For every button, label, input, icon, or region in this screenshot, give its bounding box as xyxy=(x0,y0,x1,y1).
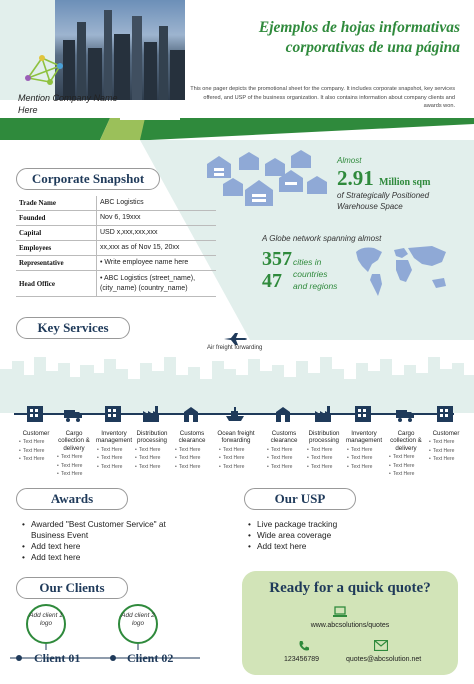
world-map-icon xyxy=(352,244,452,299)
service-subtext xyxy=(384,453,428,479)
company-name-placeholder: Mention Company Name Here xyxy=(18,93,118,115)
warehouse-icon xyxy=(104,405,122,423)
customs-icon xyxy=(182,405,200,423)
awards-list xyxy=(22,519,177,563)
snapshot-value: • Write employee name here xyxy=(96,256,216,270)
email-icon xyxy=(374,640,388,651)
awards-heading: Awards xyxy=(16,488,128,510)
snapshot-key: Founded xyxy=(19,214,46,222)
service-subtext-line: • Text Here xyxy=(175,446,201,453)
air-freight-label: Air freight forwarding xyxy=(207,345,263,351)
factory-icon xyxy=(142,405,160,423)
service-item xyxy=(302,430,346,471)
page-description: This one pager depicts the promotional sheet for the company. It includes corporate snapshot, key services offered, and USP of the business organization. It also contains information about company clients and awards won. xyxy=(190,86,455,109)
page-title-line-1: Ejemplos de hojas informativas xyxy=(258,19,460,36)
service-subtext-line: • Text Here xyxy=(57,471,83,478)
snapshot-key: Head Office xyxy=(19,279,55,288)
service-subtext-line: • Text Here xyxy=(267,463,293,470)
truck-icon xyxy=(64,405,82,423)
service-subtext-line: • Text Here xyxy=(19,456,45,463)
service-subtext-line: • Text Here xyxy=(429,439,455,446)
service-subtext-line: • Text Here xyxy=(347,446,373,453)
snapshot-key: Employees xyxy=(19,244,52,252)
stat-countries-label-2: and regions xyxy=(293,281,338,291)
service-subtext-line: • Text Here xyxy=(219,463,245,470)
service-label: Customs clearance xyxy=(178,430,206,445)
service-item xyxy=(262,430,306,471)
stat-countries-value: 47 xyxy=(262,270,282,292)
snapshot-row xyxy=(16,271,216,297)
service-label: Inventory management xyxy=(345,430,383,445)
usp-list xyxy=(248,519,418,552)
snapshot-row xyxy=(16,196,216,211)
stat-almost-label: Almost xyxy=(337,156,362,165)
service-subtext-line: • Text Here xyxy=(97,455,123,462)
bullet-dot-icon xyxy=(16,655,22,661)
service-subtext-line: • Text Here xyxy=(429,456,455,463)
snapshot-row xyxy=(16,241,216,256)
service-item xyxy=(424,430,468,464)
service-subtext-line: • Text Here xyxy=(307,463,333,470)
stat-area-value: 2.91 xyxy=(337,166,374,190)
warehouse-icon xyxy=(354,405,372,423)
client-1-logo: Add client 1 logo xyxy=(26,604,66,644)
snapshot-value: ABC Logistics xyxy=(96,196,216,210)
service-subtext-line: • Text Here xyxy=(97,463,123,470)
quote-website[interactable]: www.abcsolutions/quotes xyxy=(310,622,390,629)
stat-area xyxy=(337,166,430,191)
service-subtext-line: • Text Here xyxy=(175,455,201,462)
service-subtext-line: • Text Here xyxy=(347,455,373,462)
service-subtext xyxy=(170,446,214,472)
airplane-icon xyxy=(223,333,249,345)
stat-cities-label xyxy=(293,256,337,292)
usp-heading: Our USP xyxy=(244,488,356,510)
service-subtext xyxy=(262,446,306,472)
award-item: • Awarded "Best Customer Service" at Business Event xyxy=(22,519,177,541)
page-title xyxy=(205,18,460,58)
service-subtext-line: • Text Here xyxy=(429,447,455,454)
service-label: Cargo collection & delivery xyxy=(58,430,90,452)
snapshot-value: Nov 6, 19xxx xyxy=(96,211,216,225)
award-item: • Add text here xyxy=(22,541,177,552)
service-label: Cargo collection & delivery xyxy=(390,430,422,452)
snapshot-key: Representative xyxy=(19,259,64,267)
service-subtext xyxy=(214,446,258,472)
snapshot-row xyxy=(16,226,216,241)
service-subtext-line: • Text Here xyxy=(307,446,333,453)
quote-email[interactable]: quotes@abcsolution.net xyxy=(346,656,422,663)
service-subtext xyxy=(130,446,174,472)
service-subtext xyxy=(424,438,468,464)
warehouse-icon xyxy=(26,405,44,423)
service-label: Customer xyxy=(432,430,460,437)
service-label: Inventory management xyxy=(95,430,133,445)
key-services-heading: Key Services xyxy=(16,317,130,339)
service-label: Ocean freight forwarding xyxy=(217,430,255,445)
service-subtext-line: • Text Here xyxy=(219,446,245,453)
snapshot-value: USD x,xxx,xxx,xxx xyxy=(96,226,216,240)
service-label: Customer xyxy=(22,430,50,437)
service-subtext-line: • Text Here xyxy=(19,439,45,446)
service-subtext-line: • Text Here xyxy=(135,455,161,462)
snapshot-value: xx,xxx as of Nov 15, 20xx xyxy=(96,241,216,255)
stat-globe-text: A Globe network spanning almost xyxy=(262,234,382,243)
stat-countries-label-1: countries xyxy=(293,269,328,279)
service-subtext xyxy=(52,453,96,479)
page-title-line-2: corporativas de una página xyxy=(285,39,460,56)
service-subtext-line: • Text Here xyxy=(135,463,161,470)
award-item: • Add text here xyxy=(22,552,177,563)
header-green-band xyxy=(0,118,474,140)
service-subtext xyxy=(302,446,346,472)
city-skyline-photo xyxy=(55,0,185,100)
service-label: Distribution processing xyxy=(308,430,340,445)
snapshot-value: • ABC Logistics (street_name),(city_name) (country_name) xyxy=(96,271,216,296)
service-item xyxy=(130,430,174,471)
service-subtext xyxy=(342,446,386,472)
warehouse-icon xyxy=(436,405,454,423)
service-subtext-line: • Text Here xyxy=(97,446,123,453)
service-subtext-line: • Text Here xyxy=(389,471,415,478)
quote-phone[interactable]: 123456789 xyxy=(284,656,320,663)
client-2-logo: Add client 2 logo xyxy=(118,604,158,644)
usp-item: • Add text here xyxy=(248,541,418,552)
service-subtext-line: • Text Here xyxy=(267,446,293,453)
customs-icon xyxy=(274,405,292,423)
factory-icon xyxy=(314,405,332,423)
service-item xyxy=(214,430,258,471)
warehouse-icons xyxy=(205,150,330,210)
laptop-icon xyxy=(333,606,347,617)
service-subtext-line: • Text Here xyxy=(347,463,373,470)
service-subtext-line: • Text Here xyxy=(135,446,161,453)
client-1-name: Client 01 xyxy=(34,651,81,665)
snapshot-key: Trade Name xyxy=(19,199,56,207)
snapshot-key: Capital xyxy=(19,229,42,237)
service-subtext-line: • Text Here xyxy=(267,455,293,462)
service-subtext-line: • Text Here xyxy=(57,454,83,461)
service-subtext-line: • Text Here xyxy=(19,447,45,454)
stat-area-description: of Strategically Positioned Warehouse Space xyxy=(337,191,430,211)
service-subtext-line: • Text Here xyxy=(219,455,245,462)
corporate-snapshot-heading: Corporate Snapshot xyxy=(16,168,160,190)
service-subtext-line: • Text Here xyxy=(307,455,333,462)
stat-cities-value: 357 xyxy=(262,248,292,270)
client-2-name: Client 02 xyxy=(127,651,174,665)
service-label: Distribution processing xyxy=(136,430,168,445)
service-item xyxy=(52,430,96,479)
our-clients-heading: Our Clients xyxy=(16,577,128,599)
service-item xyxy=(384,430,428,479)
ship-icon xyxy=(226,405,244,423)
snapshot-row xyxy=(16,256,216,271)
usp-item: • Wide area coverage xyxy=(248,530,418,541)
truck-icon xyxy=(396,405,414,423)
quick-quote-title: Ready for a quick quote? xyxy=(269,580,431,596)
company-logo-icon xyxy=(22,48,68,88)
stat-area-unit: Million sqm xyxy=(379,177,431,188)
service-label: Customs clearance xyxy=(270,430,298,445)
corporate-snapshot-table xyxy=(16,196,216,297)
service-subtext-line: • Text Here xyxy=(389,454,415,461)
bullet-dot-icon xyxy=(110,655,116,661)
service-subtext-line: • Text Here xyxy=(389,462,415,469)
stat-cities-label-1: cities in xyxy=(293,257,322,267)
service-subtext-line: • Text Here xyxy=(57,462,83,469)
service-item xyxy=(342,430,386,471)
phone-icon xyxy=(298,640,310,652)
usp-item: • Live package tracking xyxy=(248,519,418,530)
service-subtext-line: • Text Here xyxy=(175,463,201,470)
snapshot-row xyxy=(16,211,216,226)
service-item xyxy=(170,430,214,471)
